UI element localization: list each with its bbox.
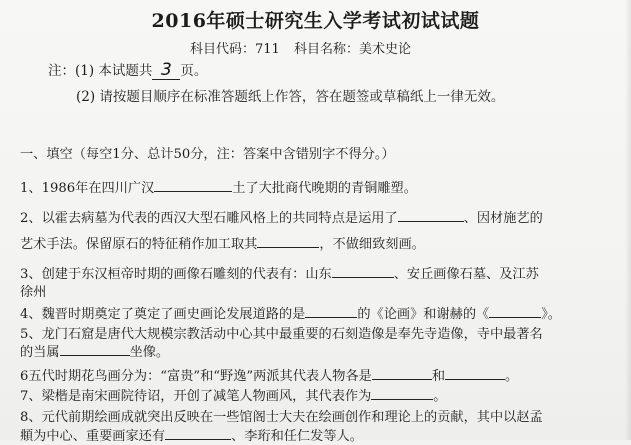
note-1-suffix: 页。 xyxy=(180,63,208,79)
question-5-cont xyxy=(20,341,620,363)
subject-name: 科目名称：美术史论 xyxy=(293,42,411,57)
question-1 xyxy=(20,177,620,201)
answer-blank xyxy=(489,304,541,318)
q2-text-d: ，不做细致刻画。 xyxy=(319,237,425,252)
q7-text-a: 7、梁楷是南宋画院待诏，开创了减笔人物画风，其代表作为 xyxy=(20,389,372,404)
q5-text-c: 坐像。 xyxy=(129,345,170,360)
page-title: 2016年硕士研究生入学考试初试试题 xyxy=(151,10,480,32)
note-1 xyxy=(48,58,504,84)
questions-section xyxy=(20,143,620,445)
answer-blank xyxy=(257,234,319,248)
question-7 xyxy=(20,385,620,405)
answer-blank xyxy=(332,264,394,278)
question-3 xyxy=(20,263,620,281)
answer-blank xyxy=(60,342,130,356)
answer-blank xyxy=(165,426,231,440)
question-5 xyxy=(20,323,620,341)
subject-line xyxy=(190,38,421,57)
scan-edge-shadow xyxy=(625,0,631,440)
q4-text-a: 4、魏晋时期奠定了奠定了画史画论发展道路的是 xyxy=(20,307,306,322)
section-heading: 一、填空（每空1分、总计50分，注：答案中含错别字不得分。） xyxy=(20,147,395,162)
q1-text-a: 1、1986年在四川广汉 xyxy=(20,181,155,196)
question-6 xyxy=(20,365,620,385)
notes-block xyxy=(48,58,504,110)
q7-text-b: 。 xyxy=(433,389,447,404)
q5-text-b: 的当属 xyxy=(20,345,60,360)
question-8 xyxy=(20,406,620,425)
q2-text-a: 2、以霍去病墓为代表的西汉大型石雕风格上的共同特点是运用了 xyxy=(20,211,398,226)
q3-text-a: 3、创建于东汉桓帝时期的画像石雕刻的代表有：山东 xyxy=(20,267,332,282)
question-2 xyxy=(20,207,620,233)
answer-blank xyxy=(305,304,357,318)
q6-text-b: 和 xyxy=(431,369,446,384)
question-3-cont xyxy=(20,281,620,301)
subject-code: 科目代码：711 xyxy=(190,42,280,57)
q6-text-c: 。 xyxy=(505,369,519,384)
q4-text-c: 》。 xyxy=(541,307,561,322)
q3-text-b: 、安丘画像石墓、及江苏 xyxy=(393,267,539,282)
question-2-cont xyxy=(20,233,620,261)
q8-text-a: 8、元代前期绘画成就突出反映在一些馆阁士大夫在绘画创作和理论上的贡献，其中以赵孟 xyxy=(20,410,543,425)
answer-blank xyxy=(154,178,232,192)
q8-text-b: 頫为中心、重要画家还有 xyxy=(20,429,166,444)
q1-text-b: 土了大批商代晚期的青铜雕塑。 xyxy=(232,181,417,196)
q2-text-c: 艺术手法。保留原石的特征稍作加工取其 xyxy=(20,237,258,252)
q8-text-c: 、李珩和任仁发等人。 xyxy=(231,429,363,444)
note-2: (2) 请按题目顺序在标准答题纸上作答，答在题签或草稿纸上一律无效。 xyxy=(76,89,505,105)
answer-blank xyxy=(371,386,433,400)
answer-blank xyxy=(372,366,432,380)
answer-blank xyxy=(445,366,505,380)
q4-text-b: 的《论画》和谢赫的《 xyxy=(357,307,490,322)
question-8-cont xyxy=(20,425,620,445)
note-1-prefix: 注：(1) 本试题共 xyxy=(48,63,153,79)
question-4 xyxy=(20,303,620,323)
q5-text-a: 5、龙门石窟是唐代大规模宗教活动中心其中最重要的石刻造像是奉先寺造像，寺中最著名 xyxy=(20,327,543,342)
q2-text-b: 、因材施艺的 xyxy=(463,211,543,226)
q6-text-a: 6五代时期花鸟画分为：“富贵”和“野逸”两派其代表人物各是 xyxy=(20,369,372,384)
answer-blank xyxy=(398,208,464,222)
q3-text-c: 徐州 xyxy=(20,285,47,300)
handwritten-page-count: 3 xyxy=(152,61,180,80)
